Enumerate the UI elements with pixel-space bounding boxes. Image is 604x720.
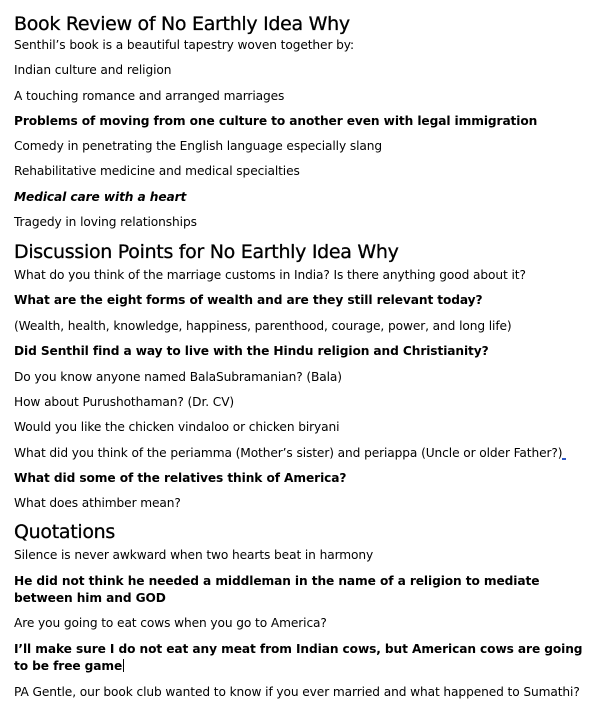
discussion-item: Would you like the chicken vindaloo or chicken biryani <box>14 420 340 434</box>
quotation-text: I’ll make sure I do not eat any meat from Indian cows, but American cows are going to be free game <box>14 642 583 673</box>
review-item: Rehabilitative medicine and medical specialties <box>14 164 300 178</box>
spellcheck-marker <box>562 458 566 460</box>
discussion-item: (Wealth, health, knowledge, happiness, parenthood, courage, power, and long life) <box>14 319 512 333</box>
quotation: He did not think he needed a middleman in the name of a religion to mediate between him and GOD <box>14 574 540 605</box>
review-item: A touching romance and arranged marriages <box>14 89 285 103</box>
discussion-item <box>14 446 598 460</box>
discussion-item: Do you know anyone named BalaSubramanian? (Bala) <box>14 370 342 384</box>
review-item: Comedy in penetrating the English language especially slang <box>14 139 382 153</box>
discussion-heading: Discussion Points for No Earthly Idea Why <box>14 241 399 263</box>
discussion-item: What are the eight forms of wealth and are they still relevant today? <box>14 293 483 307</box>
review-heading: Book Review of No Earthly Idea Why <box>14 13 350 35</box>
discussion-item-text: What did you think of the periamma (Mother’s sister) and periappa (Uncle or older Father?) <box>14 446 563 460</box>
review-intro: Senthil’s book is a beautiful tapestry woven together by: <box>14 38 354 52</box>
discussion-item: What did some of the relatives think of America? <box>14 471 347 485</box>
discussion-item: Did Senthil find a way to live with the Hindu religion and Christianity? <box>14 344 489 358</box>
quotation: Silence is never awkward when two hearts beat in harmony <box>14 548 374 562</box>
discussion-item: What do you think of the marriage customs in India? Is there anything good about it? <box>14 268 526 282</box>
quotation[interactable] <box>14 641 598 675</box>
review-item: Problems of moving from one culture to another even with legal immigration <box>14 114 538 128</box>
quotation: Are you going to eat cows when you go to America? <box>14 616 327 630</box>
text-cursor <box>123 659 124 672</box>
review-item: Medical care with a heart <box>14 190 187 204</box>
quotations-heading: Quotations <box>14 521 116 543</box>
discussion-item: What does athimber mean? <box>14 496 181 510</box>
quotation: PA Gentle, our book club wanted to know if you ever married and what happened to Sumathi? <box>14 685 580 699</box>
review-item: Tragedy in loving relationships <box>14 215 197 229</box>
review-item: Indian culture and religion <box>14 63 172 77</box>
discussion-item: How about Purushothaman? (Dr. CV) <box>14 395 235 409</box>
